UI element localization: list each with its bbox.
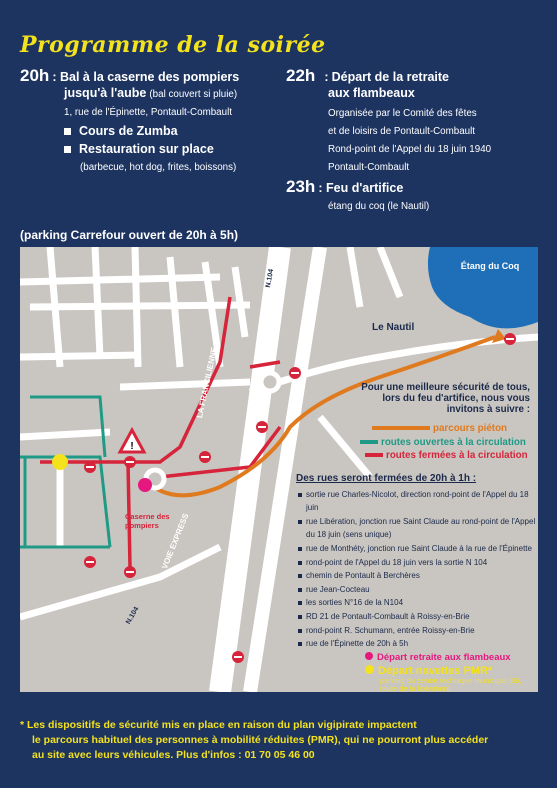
program-right: 22h : Départ de la retraite aux flambeaux Organisée par le Comité des fêtes et de loisirs de Pontault-Combault Rond-point de l'Appel du 18 juin 1940 Pontault-Combault 23h : Feu d'artifice étang du coq (le Nautil) xyxy=(286,68,546,214)
marker-navette xyxy=(52,454,68,470)
retraite-details: Organisée par le Comité des fêtes et de loisirs de Pontault-Combault Rond-point de l'Appel du 18 juin 1940 Pontault-Combault xyxy=(328,108,492,173)
restauration-note: (barbecue, hot dog, frites, boissons) xyxy=(80,162,237,173)
closed-item: rue Libération, jonction rue Saint Claude au rond-point de l'Appel du 18 juin (sens unique) xyxy=(296,515,536,542)
event-retraite: Départ de la retraite xyxy=(331,70,450,84)
closed-item: les sorties N°16 de la N104 xyxy=(296,596,536,610)
bullet-zumba: Cours de Zumba xyxy=(20,124,280,139)
closed-item: RD 21 de Pontault-Combault à Roissy-en-Brie xyxy=(296,610,536,624)
time-20h: 20h xyxy=(20,66,50,85)
event-bal-address: 1, rue de l'Épinette, Pontault-Combault xyxy=(64,107,232,118)
caserne-label: Caserne des pompiers xyxy=(125,512,170,530)
time-22h: 22h xyxy=(286,66,316,85)
legend-navette: Départ navettes PMR* xyxy=(365,665,492,677)
n104-label-3: N.104 xyxy=(245,499,258,520)
closed-item: rue Jean-Cocteau xyxy=(296,583,536,597)
legend-ferme: routes fermées à la circulation xyxy=(365,450,528,461)
time-23h: 23h xyxy=(286,177,316,196)
closed-item: rue de l'Épinette de 20h à 5h xyxy=(296,637,536,651)
legend-pieton: parcours piéton xyxy=(372,423,507,434)
legend-retraite: Départ retraite aux flambeaux xyxy=(365,652,511,663)
footer-note: * Les dispositifs de sécurité mis en place en raison du plan vigipirate impactent le parcours habituel des personnes à mobilité réduites (PMR), qui ne pourront plus accéder au site avec leurs véhicules. Plus d'infos : 01 70 05 46 00 xyxy=(20,719,489,761)
etang-label: Étang du Coq xyxy=(460,261,520,271)
route-ouverte xyxy=(20,397,110,547)
closed-item: chemin de Pontault à Berchères xyxy=(296,569,536,583)
closed-header: Des rues seront fermées de 20h à 1h : xyxy=(296,473,477,484)
parking-note: (parking Carrefour ouvert de 20h à 5h) xyxy=(20,228,239,242)
feu-location: étang du coq (le Nautil) xyxy=(328,201,430,212)
closed-item: sortie rue Charles-Nicolot, direction rond-point de l'Appel du 18 juin xyxy=(296,488,536,515)
etang-water xyxy=(428,247,538,328)
program-left xyxy=(20,68,280,175)
event-feu: : Feu d'artifice xyxy=(318,181,404,195)
n104-label-1: N.104 xyxy=(265,268,276,289)
francilienne-label: LA FRANCILIENNE xyxy=(195,346,219,419)
nautil-label: Le Nautil xyxy=(372,322,415,333)
roundabout-1 xyxy=(261,373,279,391)
closed-item: rond-point R. Schumann, entrée Roissy-en-Brie xyxy=(296,624,536,638)
navette-note: parking du centre technique municipal (86, route de la libération) xyxy=(380,676,522,692)
legend-intro: Pour une meilleure sécurité de tous, lors du feu d'artifice, nous vous invitons à suivre : xyxy=(361,382,530,415)
legend-ouvert: routes ouvertes à la circulation xyxy=(360,437,526,448)
event-bal-note: (bal couvert si pluie) xyxy=(149,89,238,100)
footer-star: * xyxy=(20,719,25,731)
n104-label-2: N.104 xyxy=(125,605,141,626)
voie-express-label: VOIE EXPRESS xyxy=(160,512,191,571)
svg-text:!: ! xyxy=(130,441,134,452)
closed-item: rond-point de l'Appel du 18 juin vers la sortie N 104 xyxy=(296,556,536,570)
event-retraite-cont: aux flambeaux xyxy=(328,86,415,100)
page-title: Programme de la soirée xyxy=(20,32,326,58)
event-bal: : Bal à la caserne des pompiers xyxy=(52,70,240,84)
event-bal-cont: jusqu'à l'aube xyxy=(64,86,147,100)
closed-item: rue de Monthéty, jonction rue Saint Claude à la rue de l'Épinette xyxy=(296,542,536,556)
closed-streets xyxy=(296,472,536,651)
marker-retraite xyxy=(138,478,152,492)
event-map[interactable] xyxy=(20,247,538,692)
bullet-restauration: Restauration sur place xyxy=(20,142,280,157)
